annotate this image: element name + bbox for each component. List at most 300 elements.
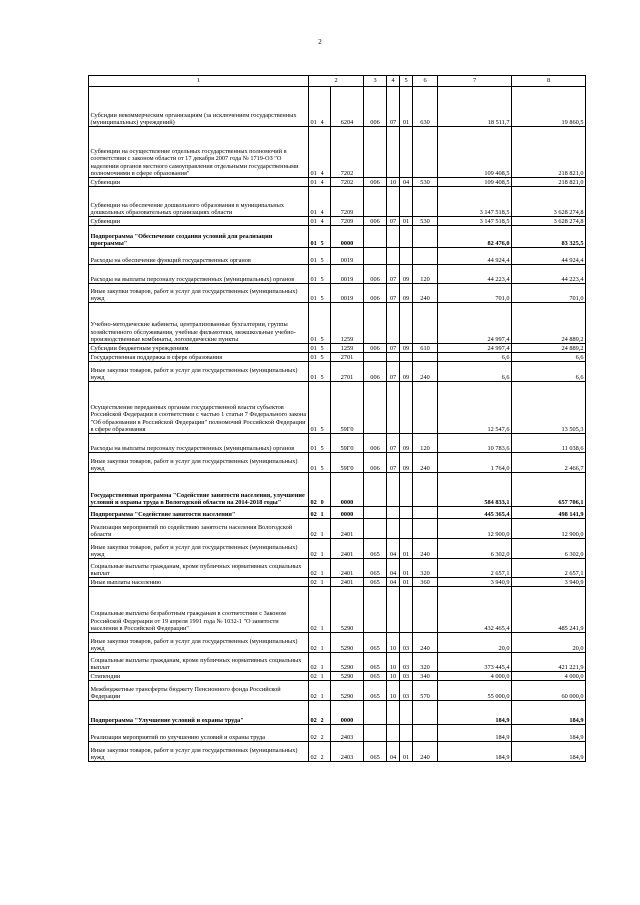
amount-year-2: 12 900,0 <box>512 519 586 539</box>
expense-type-code: 240 <box>413 284 438 303</box>
program-code: 01 <box>309 127 321 178</box>
subsection-code: 03 <box>400 633 413 653</box>
amount-year-2: 60 000,0 <box>512 681 586 701</box>
ministry-code <box>364 701 387 725</box>
subprogram-code: 1 <box>321 559 331 578</box>
section-code: 10 <box>387 178 400 187</box>
program-code: 01 <box>309 265 321 284</box>
direction-code: 0019 <box>331 284 364 303</box>
direction-code: 2403 <box>331 725 364 742</box>
program-code: 02 <box>309 725 321 742</box>
amount-year-2: 13 505,3 <box>512 382 586 434</box>
expense-type-code <box>413 382 438 434</box>
ministry-code <box>364 303 387 344</box>
row-name: Субвенции <box>89 178 309 187</box>
section-code: 07 <box>387 362 400 382</box>
row-name: Подпрограмма "Содействие занятости населения" <box>89 507 309 519</box>
row-name: Социальные выплаты гражданам, кроме публичных нормативных социальных выплат <box>89 653 309 672</box>
expense-type-code: 120 <box>413 434 438 453</box>
subprogram-code: 5 <box>321 303 331 344</box>
amount-year-1: 6,6 <box>438 353 512 362</box>
row-name: Иные закупки товаров, работ и услуг для государственных (муниципальных) нужд <box>89 362 309 382</box>
expense-type-code: 240 <box>413 633 438 653</box>
subsection-code: 03 <box>400 681 413 701</box>
amount-year-1: 1 764,0 <box>438 453 512 473</box>
expense-type-code <box>413 248 438 265</box>
amount-year-1: 3 147 518,5 <box>438 217 512 226</box>
expense-type-code: 530 <box>413 178 438 187</box>
row-name: Расходы на выплаты персоналу государственных (муниципальных) органов <box>89 434 309 453</box>
amount-year-1: 24 997,4 <box>438 303 512 344</box>
program-code: 01 <box>309 303 321 344</box>
ministry-code: 006 <box>364 178 387 187</box>
subsection-code: 09 <box>400 344 413 353</box>
header-cell-6: 6 <box>413 76 438 87</box>
header-cell-5: 5 <box>400 76 413 87</box>
subsection-code <box>400 127 413 178</box>
section-code <box>387 382 400 434</box>
expense-type-code <box>413 303 438 344</box>
row-name: Расходы на обеспечение функций государственных органов <box>89 248 309 265</box>
ministry-code <box>364 353 387 362</box>
expense-type-code: 240 <box>413 742 438 762</box>
section-code <box>387 226 400 248</box>
subprogram-code: 5 <box>321 226 331 248</box>
subprogram-code: 4 <box>321 217 331 226</box>
row-name: Межбюджетные трансферты бюджету Пенсионного фонда Российской Федерации <box>89 681 309 701</box>
table-row <box>89 362 586 382</box>
amount-year-1: 10 783,6 <box>438 434 512 453</box>
section-code: 07 <box>387 265 400 284</box>
header-cell-4: 4 <box>387 76 400 87</box>
row-name: Подпрограмма "Обеспечение создания условий для реализации программы" <box>89 226 309 248</box>
row-name: Социальные выплаты безработным гражданам в соответствии с Законом Российской Федерации от 19 апреля 1991 года № 1032-1 "О занятости населения в Российской Федерации" <box>89 587 309 633</box>
subprogram-code: 0 <box>321 473 331 507</box>
direction-code: 0000 <box>331 701 364 725</box>
table-row <box>89 248 586 265</box>
expense-type-code <box>413 353 438 362</box>
ministry-code: 065 <box>364 681 387 701</box>
amount-year-2: 485 241,9 <box>512 587 586 633</box>
amount-year-2: 24 889,2 <box>512 344 586 353</box>
ministry-code: 065 <box>364 672 387 681</box>
section-code: 07 <box>387 344 400 353</box>
ministry-code <box>364 725 387 742</box>
direction-code: 2401 <box>331 519 364 539</box>
expense-type-code <box>413 127 438 178</box>
subprogram-code: 2 <box>321 701 331 725</box>
table-row <box>89 653 586 672</box>
table-row <box>89 127 586 178</box>
program-code: 02 <box>309 578 321 587</box>
subsection-code <box>400 519 413 539</box>
expense-type-code <box>413 725 438 742</box>
row-name: Субсидии бюджетным учреждениям <box>89 344 309 353</box>
amount-year-1: 12 900,0 <box>438 519 512 539</box>
table-row <box>89 353 586 362</box>
subsection-code <box>400 248 413 265</box>
section-code: 07 <box>387 87 400 127</box>
program-code: 01 <box>309 453 321 473</box>
table-row <box>89 578 586 587</box>
program-code: 02 <box>309 559 321 578</box>
section-code: 07 <box>387 453 400 473</box>
expense-type-code <box>413 587 438 633</box>
table-row <box>89 539 586 559</box>
section-code: 07 <box>387 217 400 226</box>
section-code <box>387 701 400 725</box>
table-row <box>89 742 586 762</box>
direction-code: 2403 <box>331 742 364 762</box>
ministry-code: 006 <box>364 434 387 453</box>
table-row <box>89 453 586 473</box>
amount-year-2: 44 223,4 <box>512 265 586 284</box>
expense-type-code: 320 <box>413 653 438 672</box>
direction-code: 0000 <box>331 226 364 248</box>
subprogram-code: 5 <box>321 353 331 362</box>
expense-type-code: 340 <box>413 672 438 681</box>
subsection-code <box>400 382 413 434</box>
program-code: 01 <box>309 353 321 362</box>
direction-code: 2401 <box>331 559 364 578</box>
amount-year-1: 6,6 <box>438 362 512 382</box>
program-code: 02 <box>309 742 321 762</box>
row-name: Иные закупки товаров, работ и услуг для государственных (муниципальных) нужд <box>89 742 309 762</box>
row-name: Государственная поддержка в сфере образования <box>89 353 309 362</box>
direction-code: 0000 <box>331 507 364 519</box>
row-name: Субвенции на осуществление отдельных государственных полномочий в соответствии с законом области от 17 декабря 2007 года № 1719-ОЗ "О наделении органов местного самоуправления отдельными государственными полномочиями в сфере образования" <box>89 127 309 178</box>
section-code: 10 <box>387 681 400 701</box>
subsection-code: 01 <box>400 578 413 587</box>
expense-type-code: 530 <box>413 217 438 226</box>
direction-code: 0019 <box>331 265 364 284</box>
table-row <box>89 701 586 725</box>
program-code: 02 <box>309 587 321 633</box>
row-name: Субвенции <box>89 217 309 226</box>
table-row <box>89 344 586 353</box>
subprogram-code: 5 <box>321 382 331 434</box>
direction-code: 7209 <box>331 187 364 217</box>
subsection-code: 09 <box>400 434 413 453</box>
row-name: Социальные выплаты гражданам, кроме публичных нормативных социальных выплат <box>89 559 309 578</box>
expense-type-code: 240 <box>413 539 438 559</box>
section-code: 04 <box>387 578 400 587</box>
subprogram-code: 2 <box>321 742 331 762</box>
table-row <box>89 382 586 434</box>
section-code: 10 <box>387 653 400 672</box>
ministry-code <box>364 187 387 217</box>
subsection-code <box>400 187 413 217</box>
table-row <box>89 587 586 633</box>
table-row <box>89 519 586 539</box>
subsection-code: 01 <box>400 217 413 226</box>
section-code <box>387 473 400 507</box>
ministry-code: 006 <box>364 217 387 226</box>
table-row <box>89 265 586 284</box>
ministry-code: 006 <box>364 344 387 353</box>
expense-type-code: 610 <box>413 344 438 353</box>
amount-year-1: 701,0 <box>438 284 512 303</box>
subsection-code: 04 <box>400 178 413 187</box>
amount-year-2: 184,9 <box>512 725 586 742</box>
section-code: 07 <box>387 434 400 453</box>
subsection-code: 03 <box>400 672 413 681</box>
table-row <box>89 434 586 453</box>
ministry-code: 006 <box>364 265 387 284</box>
amount-year-2: 184,9 <box>512 742 586 762</box>
direction-code: 6204 <box>331 87 364 127</box>
table-row <box>89 633 586 653</box>
program-code: 02 <box>309 653 321 672</box>
page-number: 2 <box>318 38 322 46</box>
ministry-code <box>364 507 387 519</box>
subprogram-code: 1 <box>321 587 331 633</box>
row-name: Подпрограмма "Улучшение условий и охраны труда" <box>89 701 309 725</box>
table-row <box>89 87 586 127</box>
ministry-code: 065 <box>364 633 387 653</box>
row-name: Иные выплаты населению <box>89 578 309 587</box>
subprogram-code: 2 <box>321 725 331 742</box>
row-name: Стипендии <box>89 672 309 681</box>
ministry-code <box>364 519 387 539</box>
direction-code: 5290 <box>331 587 364 633</box>
table-row <box>89 559 586 578</box>
amount-year-2: 6 302,0 <box>512 539 586 559</box>
direction-code: 5290 <box>331 653 364 672</box>
subprogram-code: 4 <box>321 127 331 178</box>
subsection-code <box>400 587 413 633</box>
amount-year-2: 83 325,5 <box>512 226 586 248</box>
expense-type-code: 320 <box>413 559 438 578</box>
direction-code: 59Г0 <box>331 453 364 473</box>
table-row <box>89 473 586 507</box>
amount-year-2: 20,0 <box>512 633 586 653</box>
amount-year-1: 109 408,5 <box>438 127 512 178</box>
ministry-code <box>364 587 387 633</box>
section-code: 04 <box>387 742 400 762</box>
direction-code: 0000 <box>331 473 364 507</box>
subprogram-code: 5 <box>321 265 331 284</box>
section-code <box>387 587 400 633</box>
program-code: 02 <box>309 633 321 653</box>
program-code: 01 <box>309 248 321 265</box>
expense-type-code <box>413 507 438 519</box>
direction-code: 5290 <box>331 681 364 701</box>
header-cell-7: 7 <box>438 76 512 87</box>
amount-year-2: 3 628 274,8 <box>512 217 586 226</box>
section-code: 10 <box>387 633 400 653</box>
amount-year-2: 218 821,0 <box>512 127 586 178</box>
row-name: Иные закупки товаров, работ и услуг для государственных (муниципальных) нужд <box>89 539 309 559</box>
row-name: Осуществление переданных органам государственной власти субъектов Российской Федерации в соответствии с частью 1 статьи 7 Федерального закона "Об образовании в Российской Федерации" полномочий Российской Федерации в сфере образования <box>89 382 309 434</box>
table-row <box>89 178 586 187</box>
ministry-code <box>364 127 387 178</box>
row-name: Субсидии некоммерческим организациям (за исключением государственных (муниципальных) учреждений) <box>89 87 309 127</box>
section-code <box>387 248 400 265</box>
amount-year-2: 184,9 <box>512 701 586 725</box>
amount-year-1: 4 000,0 <box>438 672 512 681</box>
subsection-code: 01 <box>400 742 413 762</box>
program-code: 01 <box>309 434 321 453</box>
amount-year-1: 184,9 <box>438 742 512 762</box>
header-cell-2: 2 <box>309 76 364 87</box>
direction-code: 7209 <box>331 217 364 226</box>
program-code: 01 <box>309 178 321 187</box>
subsection-code: 03 <box>400 653 413 672</box>
ministry-code: 065 <box>364 653 387 672</box>
section-code: 04 <box>387 539 400 559</box>
table-row <box>89 672 586 681</box>
subsection-code: 09 <box>400 453 413 473</box>
amount-year-1: 109 408,5 <box>438 178 512 187</box>
amount-year-1: 18 511,7 <box>438 87 512 127</box>
amount-year-2: 2 657,1 <box>512 559 586 578</box>
program-code: 02 <box>309 519 321 539</box>
expense-type-code: 630 <box>413 87 438 127</box>
amount-year-2: 498 141,9 <box>512 507 586 519</box>
ministry-code: 006 <box>364 453 387 473</box>
subprogram-code: 5 <box>321 453 331 473</box>
ministry-code <box>364 382 387 434</box>
direction-code: 1259 <box>331 344 364 353</box>
amount-year-2: 3 940,9 <box>512 578 586 587</box>
subprogram-code: 4 <box>321 87 331 127</box>
table-row <box>89 681 586 701</box>
program-code: 01 <box>309 87 321 127</box>
program-code: 02 <box>309 701 321 725</box>
subprogram-code: 1 <box>321 633 331 653</box>
subsection-code: 09 <box>400 362 413 382</box>
subprogram-code: 1 <box>321 539 331 559</box>
subsection-code: 01 <box>400 559 413 578</box>
subprogram-code: 4 <box>321 178 331 187</box>
row-name: Учебно-методические кабинеты, централизованные бухгалтерии, группы хозяйственного обслуживания, учебные фильмотеки, межшкольные учебно-производственные комбинаты, логопедические пункты <box>89 303 309 344</box>
amount-year-2: 6,6 <box>512 362 586 382</box>
amount-year-2: 4 000,0 <box>512 672 586 681</box>
program-code: 01 <box>309 284 321 303</box>
section-code <box>387 519 400 539</box>
amount-year-1: 82 476,0 <box>438 226 512 248</box>
budget-table <box>88 75 586 762</box>
program-code: 01 <box>309 382 321 434</box>
direction-code: 2701 <box>331 353 364 362</box>
expense-type-code: 120 <box>413 265 438 284</box>
table-row <box>89 226 586 248</box>
direction-code: 2401 <box>331 539 364 559</box>
subsection-code <box>400 303 413 344</box>
amount-year-1: 44 924,4 <box>438 248 512 265</box>
row-name: Иные закупки товаров, работ и услуг для государственных (муниципальных) нужд <box>89 633 309 653</box>
direction-code: 1259 <box>331 303 364 344</box>
section-code <box>387 187 400 217</box>
header-cell-3: 3 <box>364 76 387 87</box>
program-code: 02 <box>309 539 321 559</box>
table-row <box>89 507 586 519</box>
direction-code: 7202 <box>331 127 364 178</box>
section-code <box>387 353 400 362</box>
direction-code: 2701 <box>331 362 364 382</box>
subsection-code <box>400 725 413 742</box>
ministry-code <box>364 226 387 248</box>
header-row <box>89 76 586 87</box>
amount-year-1: 12 547,6 <box>438 382 512 434</box>
subprogram-code: 1 <box>321 681 331 701</box>
section-code <box>387 507 400 519</box>
ministry-code: 065 <box>364 559 387 578</box>
ministry-code: 006 <box>364 87 387 127</box>
expense-type-code <box>413 187 438 217</box>
subprogram-code: 1 <box>321 519 331 539</box>
direction-code: 0019 <box>331 248 364 265</box>
subprogram-code: 4 <box>321 187 331 217</box>
section-code <box>387 127 400 178</box>
subsection-code: 01 <box>400 539 413 559</box>
header-cell-8: 8 <box>512 76 586 87</box>
subprogram-code: 1 <box>321 653 331 672</box>
direction-code: 5290 <box>331 672 364 681</box>
program-code: 02 <box>309 681 321 701</box>
program-code: 02 <box>309 507 321 519</box>
subsection-code <box>400 701 413 725</box>
expense-type-code <box>413 701 438 725</box>
subprogram-code: 5 <box>321 248 331 265</box>
ministry-code: 006 <box>364 284 387 303</box>
program-code: 01 <box>309 226 321 248</box>
row-name: Государственная программа "Содействие занятости населения, улучшение условий и охраны труда в Вологодской области на 2014-2018 годы" <box>89 473 309 507</box>
row-name: Расходы на выплаты персоналу государственных (муниципальных) органов <box>89 265 309 284</box>
ministry-code: 065 <box>364 539 387 559</box>
amount-year-2: 3 628 274,8 <box>512 187 586 217</box>
subsection-code <box>400 353 413 362</box>
expense-type-code: 360 <box>413 578 438 587</box>
subprogram-code: 5 <box>321 362 331 382</box>
header-cell-1: 1 <box>89 76 309 87</box>
table-row <box>89 217 586 226</box>
amount-year-1: 44 223,4 <box>438 265 512 284</box>
ministry-code: 006 <box>364 362 387 382</box>
ministry-code: 065 <box>364 578 387 587</box>
expense-type-code: 570 <box>413 681 438 701</box>
table-row <box>89 187 586 217</box>
amount-year-1: 6 302,0 <box>438 539 512 559</box>
amount-year-1: 24 997,4 <box>438 344 512 353</box>
amount-year-2: 24 889,2 <box>512 303 586 344</box>
row-name: Иные закупки товаров, работ и услуг для государственных (муниципальных) нужд <box>89 284 309 303</box>
ministry-code: 065 <box>364 742 387 762</box>
program-code: 01 <box>309 362 321 382</box>
row-name: Реализация мероприятий по содействию занятости населения Вологодской области <box>89 519 309 539</box>
amount-year-2: 218 821,0 <box>512 178 586 187</box>
direction-code: 5290 <box>331 633 364 653</box>
amount-year-1: 184,9 <box>438 725 512 742</box>
amount-year-1: 55 000,0 <box>438 681 512 701</box>
subsection-code <box>400 507 413 519</box>
subsection-code: 01 <box>400 87 413 127</box>
expense-type-code: 240 <box>413 453 438 473</box>
row-name: Субвенции на обеспечение дошкольного образования в муниципальных дошкольных образовательных организациях области <box>89 187 309 217</box>
subprogram-code: 5 <box>321 344 331 353</box>
table-row <box>89 284 586 303</box>
amount-year-1: 20,0 <box>438 633 512 653</box>
program-code: 02 <box>309 473 321 507</box>
section-code: 07 <box>387 284 400 303</box>
amount-year-1: 3 940,9 <box>438 578 512 587</box>
amount-year-1: 432 465,4 <box>438 587 512 633</box>
subprogram-code: 5 <box>321 434 331 453</box>
subsection-code <box>400 473 413 507</box>
section-code: 10 <box>387 672 400 681</box>
amount-year-1: 3 147 518,5 <box>438 187 512 217</box>
